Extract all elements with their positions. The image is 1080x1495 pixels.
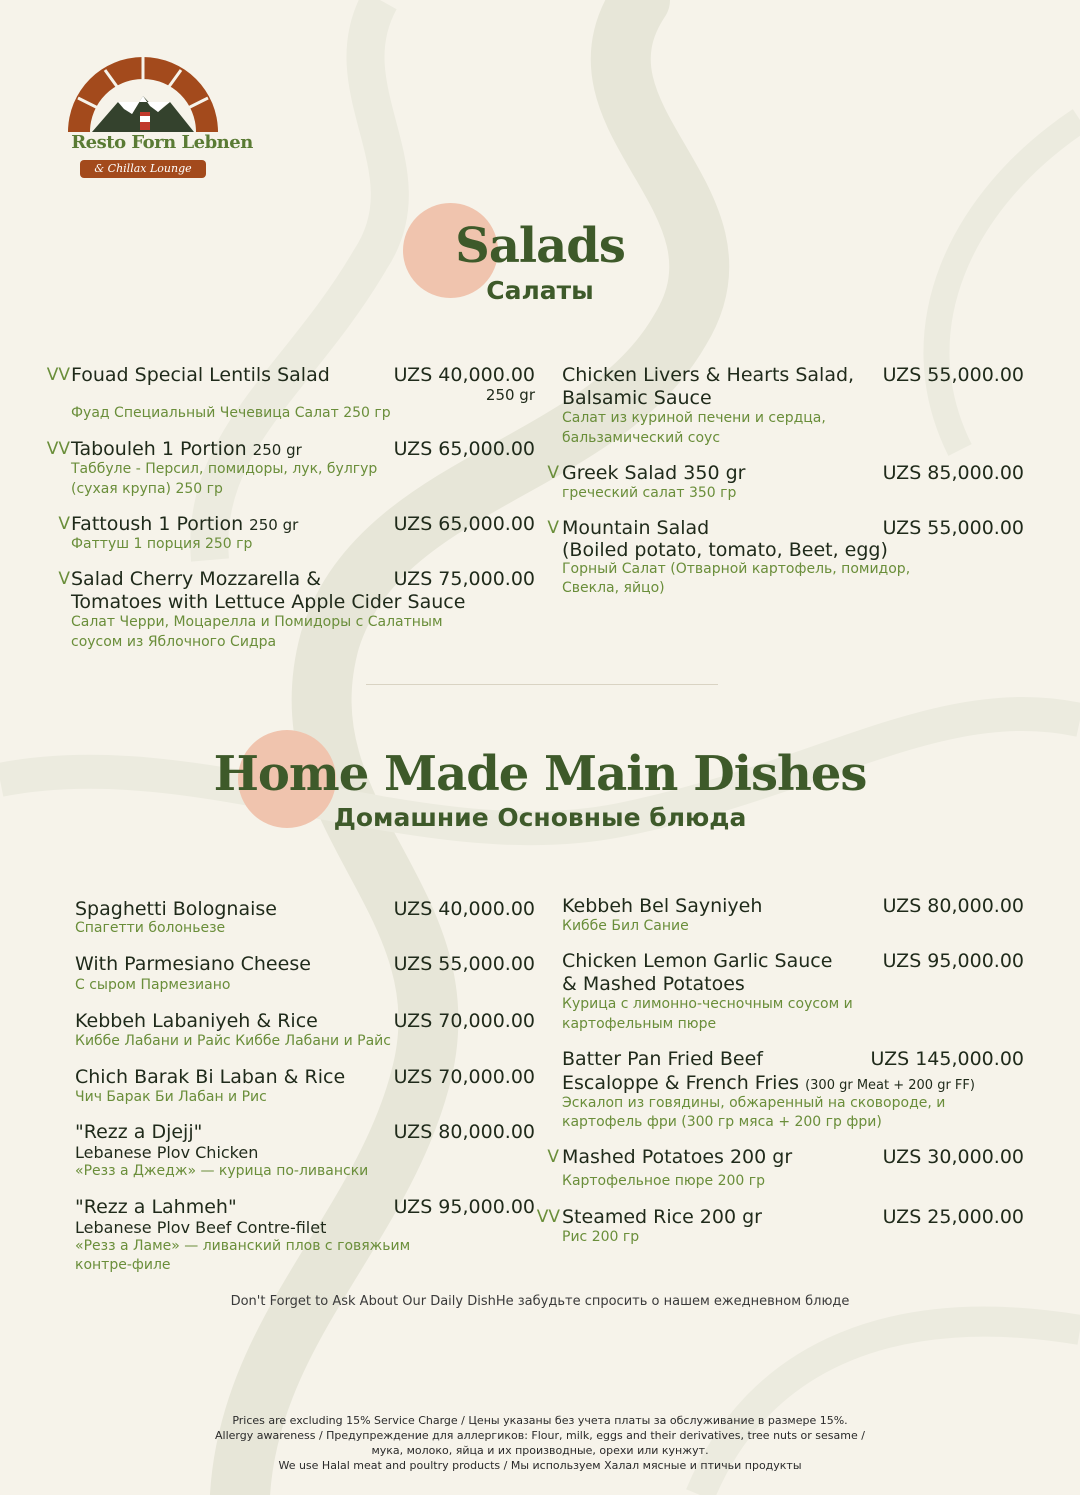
logo-name: Resto Forn Lebnen — [71, 132, 253, 153]
menu-item — [75, 898, 535, 942]
mains-subtitle: Домашние Основные блюда — [333, 803, 747, 832]
dish-name: "Rezz a Djejj" — [75, 1121, 203, 1143]
dish-russian: греческий салат 350 гр — [562, 485, 737, 501]
dish-name-line2: Escaloppe & French Fries (300 gr Meat + 200 gr FF) — [562, 1072, 975, 1094]
menu-item — [45, 364, 535, 424]
dish-name: Steamed Rice 200 gr — [562, 1206, 762, 1228]
dish-russian: (сухая крупа) 250 гр — [71, 481, 223, 497]
salads-subtitle: Салаты — [486, 276, 594, 305]
dish-russian: Эскалоп из говядины, обжаренный на сковороде, и — [562, 1095, 946, 1111]
vegetarian-mark: V — [547, 463, 559, 483]
dish-name: Mashed Potatoes 200 gr — [562, 1146, 793, 1168]
menu-item — [562, 364, 1024, 452]
dish-price: UZS 55,000.00 — [882, 364, 1024, 386]
halal-note: We use Halal meat and poultry products / Мы используем Халал мясные и птичьи продукты — [278, 1459, 802, 1472]
dish-name: Chicken Livers & Hearts Salad, — [562, 364, 855, 386]
dish-weight: 250 gr — [485, 386, 535, 404]
dish-russian: картофель фри (300 гр мяса + 200 гр фри) — [562, 1114, 882, 1130]
dish-name: Salad Cherry Mozzarella & — [71, 568, 322, 590]
menu-item — [45, 568, 535, 656]
menu-item — [45, 513, 535, 557]
dish-russian: Свекла, яйцо) — [562, 580, 665, 596]
dish-russian: Киббе Лабани и Райс Киббе Лабани и Райс — [75, 1033, 391, 1049]
restaurant-logo — [58, 40, 268, 190]
dish-russian: Салат Черри, Моцарелла и Помидоры с Салатным — [71, 614, 443, 630]
dish-name-line2: & Mashed Potatoes — [562, 973, 745, 995]
dish-name: Tabouleh 1 Portion 250 gr — [71, 438, 302, 460]
dish-russian: Курица с лимонно-чесночным соусом и — [562, 996, 853, 1012]
menu-item — [536, 1206, 1024, 1250]
menu-item — [75, 1121, 535, 1185]
service-charge-note: Prices are excluding 15% Service Charge / Цены указаны без учета платы за обслуживание в размере 15%. — [232, 1414, 848, 1427]
footer-notes — [0, 1413, 1080, 1473]
dish-price: UZS 80,000.00 — [882, 895, 1024, 917]
dish-russian: Салат из куриной печени и сердца, — [562, 410, 826, 426]
menu-item — [562, 895, 1024, 939]
dish-name: With Parmesiano Cheese — [75, 953, 311, 975]
dish-price: UZS 70,000.00 — [393, 1010, 535, 1032]
mains-title: Home Made Main Dishes — [213, 746, 867, 802]
dish-russian: картофельным пюре — [562, 1016, 717, 1032]
dish-russian: контре-филе — [75, 1257, 171, 1273]
menu-item — [562, 1048, 1024, 1136]
dish-price: UZS 55,000.00 — [393, 953, 535, 975]
dish-name: Fattoush 1 Portion 250 gr — [71, 513, 299, 535]
dish-russian: Чич Барак Би Лабан и Рис — [75, 1089, 267, 1105]
dish-russian: Картофельное пюре 200 гр — [562, 1173, 765, 1189]
menu-item — [75, 1010, 535, 1054]
dish-price: UZS 65,000.00 — [393, 513, 535, 535]
vegetarian-mark: VV — [46, 439, 70, 459]
dish-price: UZS 95,000.00 — [393, 1196, 535, 1218]
dish-name: Kebbeh Labaniyeh & Rice — [75, 1010, 318, 1032]
allergy-note-ru: мука, молоко, яйца и их производные, орехи или кунжут. — [371, 1444, 709, 1457]
logo-tagline: & Chillax Lounge — [80, 160, 206, 178]
dish-name: Kebbeh Bel Sayniyeh — [562, 895, 763, 917]
dish-name: Mountain Salad — [562, 517, 710, 539]
vegetarian-mark: V — [58, 514, 70, 534]
dish-name: Spaghetti Bolognaise — [75, 898, 277, 920]
dish-name-line2: Tomatoes with Lettuce Apple Cider Sauce — [71, 591, 466, 613]
dish-price: UZS 40,000.00 — [393, 898, 535, 920]
dish-russian: Рис 200 гр — [562, 1229, 640, 1245]
dish-name: Chich Barak Bi Laban & Rice — [75, 1066, 346, 1088]
dish-russian: Спагетти болоньезе — [75, 920, 226, 936]
dish-name-line2: Balsamic Sauce — [562, 387, 712, 409]
vegetarian-mark: V — [547, 1147, 559, 1167]
menu-item — [75, 953, 535, 997]
vegetarian-mark: VV — [46, 365, 70, 385]
section-divider — [366, 684, 718, 685]
dish-russian: «Резз а Джедж» — курица по-ливански — [75, 1163, 369, 1179]
dish-price: UZS 30,000.00 — [882, 1146, 1024, 1168]
daily-dish-note: Don't Forget to Ask About Our Daily DishНе забудьте спросить о нашем ежедневном блюде — [230, 1294, 850, 1309]
dish-russian: Фуад Специальный Чечевица Салат 250 гр — [71, 405, 391, 421]
dish-price: UZS 25,000.00 — [882, 1206, 1024, 1228]
dish-name: Chicken Lemon Garlic Sauce — [562, 950, 833, 972]
dish-name: Fouad Special Lentils Salad — [71, 364, 330, 386]
salads-title: Salads — [455, 218, 625, 274]
dish-russian: «Резз а Ламе» — ливанский плов с говяжьим — [75, 1238, 411, 1254]
allergy-note: Allergy awareness / Предупреждение для аллергиков: Flour, milk, eggs and their derivatives, tree nuts or sesame / — [215, 1429, 865, 1442]
dish-name: Greek Salad 350 gr — [562, 462, 746, 484]
dish-russian: С сыром Пармезиано — [75, 977, 231, 993]
oven-arch-icon — [58, 40, 268, 135]
vegetarian-mark: VV — [536, 1207, 560, 1227]
menu-item — [75, 1196, 535, 1280]
dish-name: Batter Pan Fried Beef — [562, 1048, 763, 1070]
dish-russian: Горный Салат (Отварной картофель, помидор, — [562, 561, 911, 577]
dish-russian: бальзамический соус — [562, 430, 721, 446]
menu-item — [547, 462, 1024, 506]
vegetarian-mark: V — [58, 569, 70, 589]
menu-item — [562, 950, 1024, 1038]
dish-price: UZS 80,000.00 — [393, 1121, 535, 1143]
dish-russian: соусом из Яблочного Сидра — [71, 634, 277, 650]
menu-item — [547, 1146, 1024, 1194]
dish-price: UZS 55,000.00 — [882, 517, 1024, 539]
dish-name-line2: (Boiled potato, tomato, Beet, egg) — [562, 539, 888, 561]
dish-price: UZS 65,000.00 — [393, 438, 535, 460]
dish-price: UZS 40,000.00 — [393, 364, 535, 386]
dish-russian: Фаттуш 1 порция 250 гр — [71, 536, 253, 552]
dish-price: UZS 95,000.00 — [882, 950, 1024, 972]
menu-item — [75, 1066, 535, 1110]
dish-english-desc: Lebanese Plov Chicken — [75, 1143, 259, 1162]
dish-russian: Таббуле - Персил, помидоры, лук, булгур — [71, 461, 378, 477]
dish-price: UZS 70,000.00 — [393, 1066, 535, 1088]
vegetarian-mark: V — [547, 518, 559, 538]
dish-english-desc: Lebanese Plov Beef Contre-filet — [75, 1218, 327, 1237]
menu-item — [547, 517, 1024, 605]
menu-item — [45, 438, 535, 502]
dish-price: UZS 75,000.00 — [393, 568, 535, 590]
dish-name: "Rezz a Lahmeh" — [75, 1196, 237, 1218]
dish-price: UZS 85,000.00 — [882, 462, 1024, 484]
dish-russian: Киббе Бил Сание — [562, 918, 689, 934]
dish-price: UZS 145,000.00 — [870, 1048, 1024, 1070]
